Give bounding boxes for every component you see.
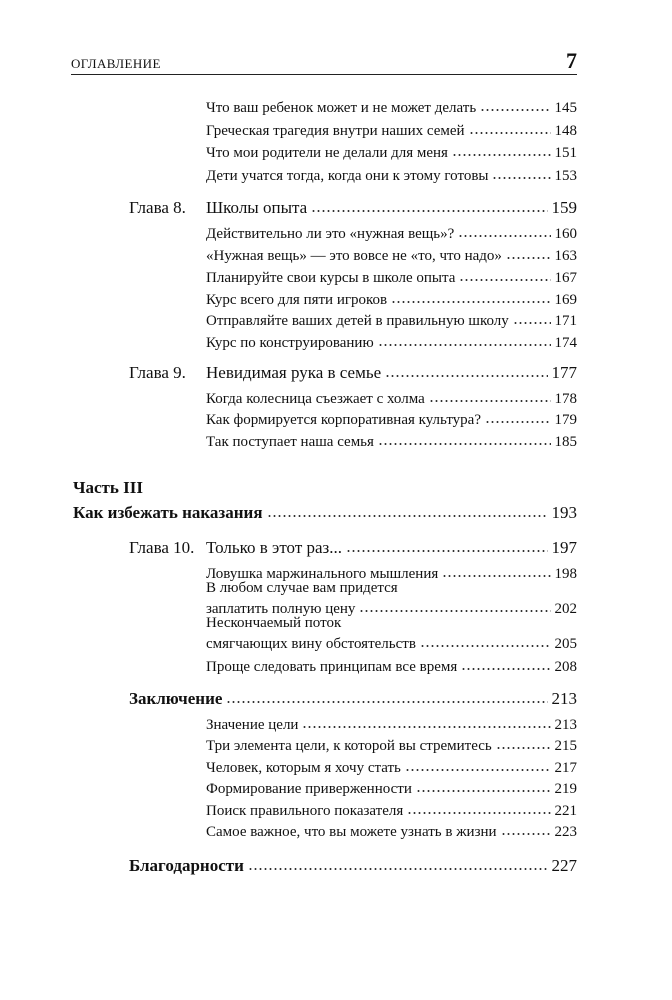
toc-entry-page: 153 (554, 168, 577, 184)
toc-entry[interactable] (206, 222, 577, 244)
part-3-page: 193 (551, 503, 577, 522)
toc-entry-title: Что ваш ребенок может и не может делать (206, 100, 477, 116)
toc-entry-page: 221 (554, 803, 577, 819)
toc-entry[interactable] (206, 430, 577, 452)
header-rule (71, 74, 577, 75)
toc-entry-page: 198 (554, 566, 577, 582)
toc-entry-title: Ловушка маржинального мышления (206, 566, 439, 582)
toc-entry[interactable] (206, 756, 577, 778)
toc-entry[interactable] (206, 655, 577, 677)
dot-leader (302, 713, 550, 729)
toc-entry-title: «Нужная вещь» — это вовсе не «то, что надо» (206, 248, 502, 264)
acknowledgments-title: Благодарности (129, 856, 244, 875)
toc-entry-page: 169 (554, 292, 577, 308)
toc-entry[interactable] (206, 734, 577, 756)
toc-entry[interactable] (206, 164, 577, 186)
toc-entry-title: Формирование приверженности (206, 781, 412, 797)
part-3-label: Часть III (73, 478, 143, 497)
dot-leader (416, 777, 551, 793)
chapter-8-entry[interactable] (206, 197, 577, 219)
toc-entry-title: Самое важное, что вы можете узнать в жизни (206, 824, 497, 840)
dot-leader (346, 537, 547, 553)
toc-entry-page: 151 (554, 145, 577, 161)
part-3-title: Как избежать наказания (73, 503, 263, 522)
conclusion-entry[interactable] (129, 688, 577, 710)
toc-entry-title: Курс всего для пяти игроков (206, 292, 388, 308)
toc-entry-title: Три элемента цели, к которой вы стремитесь (206, 738, 492, 754)
dot-leader (429, 387, 551, 403)
toc-entry-title: Греческая трагедия внутри наших семей (206, 123, 465, 139)
dot-leader (501, 820, 551, 836)
dot-leader (492, 164, 550, 180)
chapter-10-title: Только в этот раз... (206, 538, 343, 557)
toc-entry[interactable] (206, 799, 577, 821)
dot-leader (311, 197, 547, 213)
dot-leader (506, 244, 551, 260)
dot-leader (359, 597, 550, 613)
page-number: 7 (566, 48, 577, 73)
toc-entry[interactable] (206, 244, 577, 266)
dot-leader (407, 799, 550, 815)
toc-entry[interactable] (206, 632, 577, 654)
toc-entry-title-line1: Нескончаемый поток (206, 615, 342, 631)
toc-entry[interactable] (206, 331, 577, 353)
acknowledgments-entry[interactable] (129, 855, 577, 877)
toc-entry[interactable] (206, 288, 577, 310)
chapter-9-title: Невидимая рука в семье (206, 363, 382, 382)
toc-entry[interactable] (206, 713, 577, 735)
chapter-8-title: Школы опыта (206, 198, 308, 217)
toc-entry-title: Когда колесница съезжает с холма (206, 391, 425, 407)
toc-entry-title: Так поступает наша семья (206, 434, 374, 450)
dot-leader (480, 96, 550, 112)
dot-leader (461, 655, 550, 671)
toc-entry-page: 178 (554, 391, 577, 407)
toc-entry[interactable] (206, 309, 577, 331)
dot-leader (385, 362, 547, 378)
dot-leader (420, 632, 551, 648)
toc-entry[interactable] (206, 387, 577, 409)
dot-leader (248, 855, 548, 871)
toc-entry-page: 145 (554, 100, 577, 116)
toc-entry-page: 171 (554, 313, 577, 329)
dot-leader (226, 688, 547, 704)
toc-entry-page: 167 (554, 270, 577, 286)
toc-entry-title: Как формируется корпоративная культура? (206, 412, 481, 428)
toc-entry-page: 174 (554, 335, 577, 351)
dot-leader (459, 266, 550, 282)
dot-leader (452, 141, 551, 157)
chapter-10-page: 197 (551, 538, 577, 557)
toc-entry-title: Дети учатся тогда, когда они к этому готовы (206, 168, 489, 184)
toc-entry-page: 213 (554, 717, 577, 733)
dot-leader (513, 309, 551, 325)
toc-entry[interactable] (206, 266, 577, 288)
conclusion-page: 213 (551, 689, 577, 708)
dot-leader (378, 430, 551, 446)
toc-entry-title: Действительно ли это «нужная вещь»? (206, 226, 455, 242)
toc-entry[interactable] (206, 777, 577, 799)
toc-entry-page: 202 (554, 601, 577, 617)
dot-leader (442, 562, 550, 578)
part-3-entry[interactable] (73, 502, 577, 524)
toc-entry[interactable] (206, 119, 577, 141)
chapter-8-label: Глава 8. (129, 198, 186, 217)
toc-entry-title: Человек, которым я хочу стать (206, 760, 401, 776)
dot-leader (405, 756, 551, 772)
toc-entry-page: 215 (554, 738, 577, 754)
toc-entry-page: 179 (554, 412, 577, 428)
toc-entry-title: Отправляйте ваших детей в правильную школу (206, 313, 509, 329)
toc-entry[interactable] (206, 96, 577, 118)
toc-entry-title: Проще следовать принципам все время (206, 659, 458, 675)
toc-entry-page: 185 (554, 434, 577, 450)
toc-entry-page: 160 (554, 226, 577, 242)
dot-leader (458, 222, 550, 238)
running-header (71, 48, 577, 74)
conclusion-title: Заключение (129, 689, 223, 708)
chapter-10-label: Глава 10. (129, 538, 195, 557)
toc-entry-title-line2: смягчающих вину обстоятельств (206, 636, 416, 652)
running-title: ОГЛАВЛЕНИЕ (71, 56, 161, 71)
toc-entry-page: 219 (554, 781, 577, 797)
toc-entry-title: Что мои родители не делали для меня (206, 145, 448, 161)
chapter-10-entry[interactable] (206, 537, 577, 559)
acknowledgments-page: 227 (551, 856, 577, 875)
dot-leader (391, 288, 550, 304)
toc-entry-title: Значение цели (206, 717, 299, 733)
toc-entry-title: Планируйте свои курсы в школе опыта (206, 270, 456, 286)
chapter-9-entry[interactable] (206, 362, 577, 384)
toc-entry[interactable] (206, 141, 577, 163)
dot-leader (378, 331, 551, 347)
toc-entry-title: Курс по конструированию (206, 335, 374, 351)
toc-entry-title-line1: В любом случае вам придется (206, 580, 398, 596)
toc-entry-title: Поиск правильного показателя (206, 803, 404, 819)
toc-entry-page: 208 (554, 659, 577, 675)
toc-entry-title-line2: заплатить полную цену (206, 601, 356, 617)
chapter-8-page: 159 (551, 198, 577, 217)
toc-entry[interactable] (206, 820, 577, 842)
toc-entry-page: 163 (554, 248, 577, 264)
chapter-9-page: 177 (551, 363, 577, 382)
toc-entry-page: 223 (554, 824, 577, 840)
dot-leader (469, 119, 551, 135)
toc-entry-page: 217 (554, 760, 577, 776)
toc-entry-page: 205 (554, 636, 577, 652)
dot-leader (496, 734, 551, 750)
dot-leader (267, 502, 548, 518)
chapter-9-label: Глава 9. (129, 363, 186, 382)
toc-entry[interactable] (206, 408, 577, 430)
toc-entry-page: 148 (554, 123, 577, 139)
dot-leader (485, 408, 551, 424)
